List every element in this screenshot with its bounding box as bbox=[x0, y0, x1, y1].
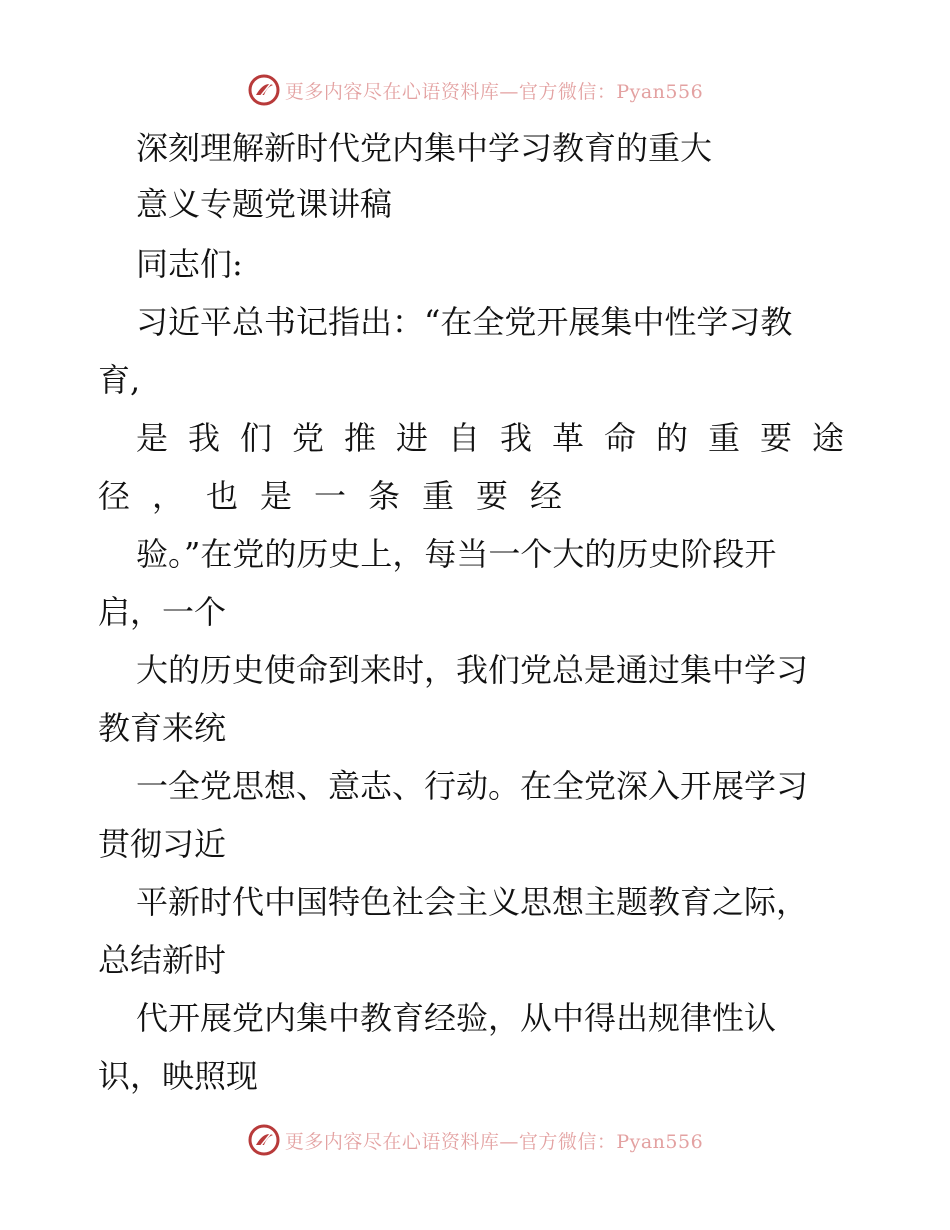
paragraph-line: 教育来统 bbox=[98, 709, 227, 747]
paragraph-line: 大的历史使命到来时，我们党总是通过集中学习 bbox=[136, 651, 809, 689]
paragraph-line: 径，也是一条重要经 bbox=[98, 477, 585, 515]
paragraph-line: 识，映照现 bbox=[98, 1057, 259, 1095]
paragraph-line: 一全党思想、意志、行动。在全党深入开展学习 bbox=[136, 767, 809, 805]
paragraph-line: 是我们党推进自我革命的重要途 bbox=[136, 419, 865, 457]
paragraph-line: 平新时代中国特色社会主义思想主题教育之际， bbox=[136, 883, 809, 921]
paragraph-line: 习近平总书记指出：“在全党开展集中性学习教 bbox=[136, 303, 793, 341]
paragraph-line: 代开展党内集中教育经验，从中得出规律性认 bbox=[136, 999, 777, 1037]
logo-icon bbox=[247, 1123, 281, 1157]
footer-watermark-text: 更多内容尽在心语资料库—官方微信：Pyan556 bbox=[284, 1130, 704, 1153]
paragraph-line: 启，一个 bbox=[98, 593, 227, 631]
footer-watermark-banner bbox=[0, 1120, 950, 1160]
salutation: 同志们: bbox=[136, 245, 243, 283]
logo-icon bbox=[247, 73, 281, 107]
paragraph-line: 育, bbox=[98, 361, 141, 399]
paragraph-line: 贯彻习近 bbox=[98, 825, 227, 863]
document-title-line-1: 深刻理解新时代党内集中学习教育的重大 bbox=[136, 129, 713, 167]
paragraph-line: 总结新时 bbox=[98, 941, 227, 979]
header-watermark-banner bbox=[0, 70, 950, 110]
header-watermark-text: 更多内容尽在心语资料库—官方微信：Pyan556 bbox=[284, 80, 704, 103]
paragraph-line: 验。”在党的历史上，每当一个大的历史阶段开 bbox=[136, 535, 777, 573]
document-title-line-2: 意义专题党课讲稿 bbox=[136, 185, 393, 223]
